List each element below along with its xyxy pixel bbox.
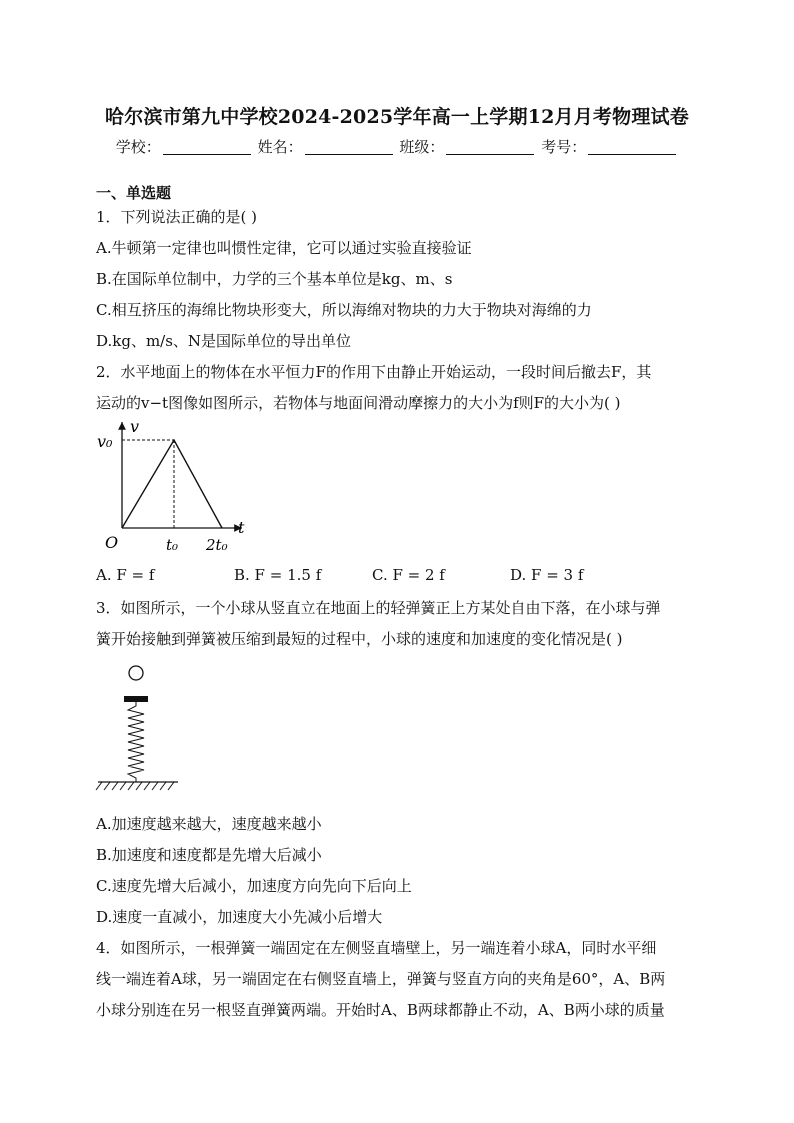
spring-ball-diagram xyxy=(92,660,192,800)
q4-stem-line2: 线一端连着A球，另一端固定在右侧竖直墙上，弹簧与竖直方向的夹角是60°，A、B两 xyxy=(96,970,666,988)
v0-label: v₀ xyxy=(97,432,113,451)
q2-option-d: D. F = 3 f xyxy=(510,566,584,584)
q1-option-a: A.牛顿第一定律也叫惯性定律，它可以通过实验直接验证 xyxy=(96,239,472,257)
q2-stem-line2: 运动的v−t图像如图所示，若物体与地面间滑动摩擦力的大小为f则F的大小为( ) xyxy=(96,394,621,412)
q3-option-a: A.加速度越来越大，速度越来越小 xyxy=(96,815,322,833)
q2-option-c: C. F = 2 f xyxy=(372,566,445,584)
q3-option-b: B.加速度和速度都是先增大后减小 xyxy=(96,846,322,864)
section-heading: 一、单选题 xyxy=(96,184,172,202)
ground-hatching xyxy=(96,782,174,790)
exam-title: 哈尔滨市第九中学校2024-2025学年高一上学期12月月考物理试卷 xyxy=(105,106,689,128)
q3-option-c: C.速度先增大后减小，加速度方向先向下后向上 xyxy=(96,877,412,895)
class-blank[interactable] xyxy=(446,140,534,155)
class-label: 班级： xyxy=(399,138,445,156)
q1-option-b: B.在国际单位制中，力学的三个基本单位是kg、m、s xyxy=(96,270,453,288)
student-info-row xyxy=(0,136,794,157)
school-label: 学校： xyxy=(115,138,161,156)
q2-stem-line1: 2．水平地面上的物体在水平恒力F的作用下由静止开始运动，一段时间后撤去F，其 xyxy=(96,363,652,381)
q1-option-c: C.相互挤压的海绵比物块形变大，所以海绵对物块的力大于物块对海绵的力 xyxy=(96,301,592,319)
t-axis-label: t xyxy=(238,518,245,537)
spring xyxy=(128,702,144,782)
school-blank[interactable] xyxy=(163,140,251,155)
ball xyxy=(129,666,143,680)
q4-stem-line3: 小球分别连在另一根竖直弹簧两端。开始时A、B两球都静止不动，A、B两小球的质量 xyxy=(96,1001,665,1019)
v-axis-label: v xyxy=(130,417,140,436)
name-blank[interactable] xyxy=(305,140,393,155)
velocity-line xyxy=(122,440,222,528)
2t0-label: 2t₀ xyxy=(206,536,228,554)
v-t-graph xyxy=(92,414,262,556)
q3-option-d: D.速度一直减小，加速度大小先减小后增大 xyxy=(96,908,383,926)
name-label: 姓名： xyxy=(257,138,303,156)
origin-label: O xyxy=(105,533,119,552)
q3-stem-line1: 3．如图所示，一个小球从竖直立在地面上的轻弹簧正上方某处自由下落，在小球与弹 xyxy=(96,599,661,617)
t0-label: t₀ xyxy=(166,536,179,554)
q2-option-b: B. F = 1.5 f xyxy=(234,566,322,584)
number-label: 考号： xyxy=(541,138,587,156)
q1-stem: 1．下列说法正确的是( ) xyxy=(96,208,258,226)
q4-stem-line1: 4．如图所示，一根弹簧一端固定在左侧竖直墙壁上，另一端连着小球A，同时水平细 xyxy=(96,939,657,957)
q3-stem-line2: 簧开始接触到弹簧被压缩到最短的过程中，小球的速度和加速度的变化情况是( ) xyxy=(96,630,623,648)
q2-option-a: A. F = f xyxy=(96,566,155,584)
q1-option-d: D.kg、m/s、N是国际单位的导出单位 xyxy=(96,332,352,350)
number-blank[interactable] xyxy=(588,140,676,155)
spring-plate xyxy=(124,696,148,702)
